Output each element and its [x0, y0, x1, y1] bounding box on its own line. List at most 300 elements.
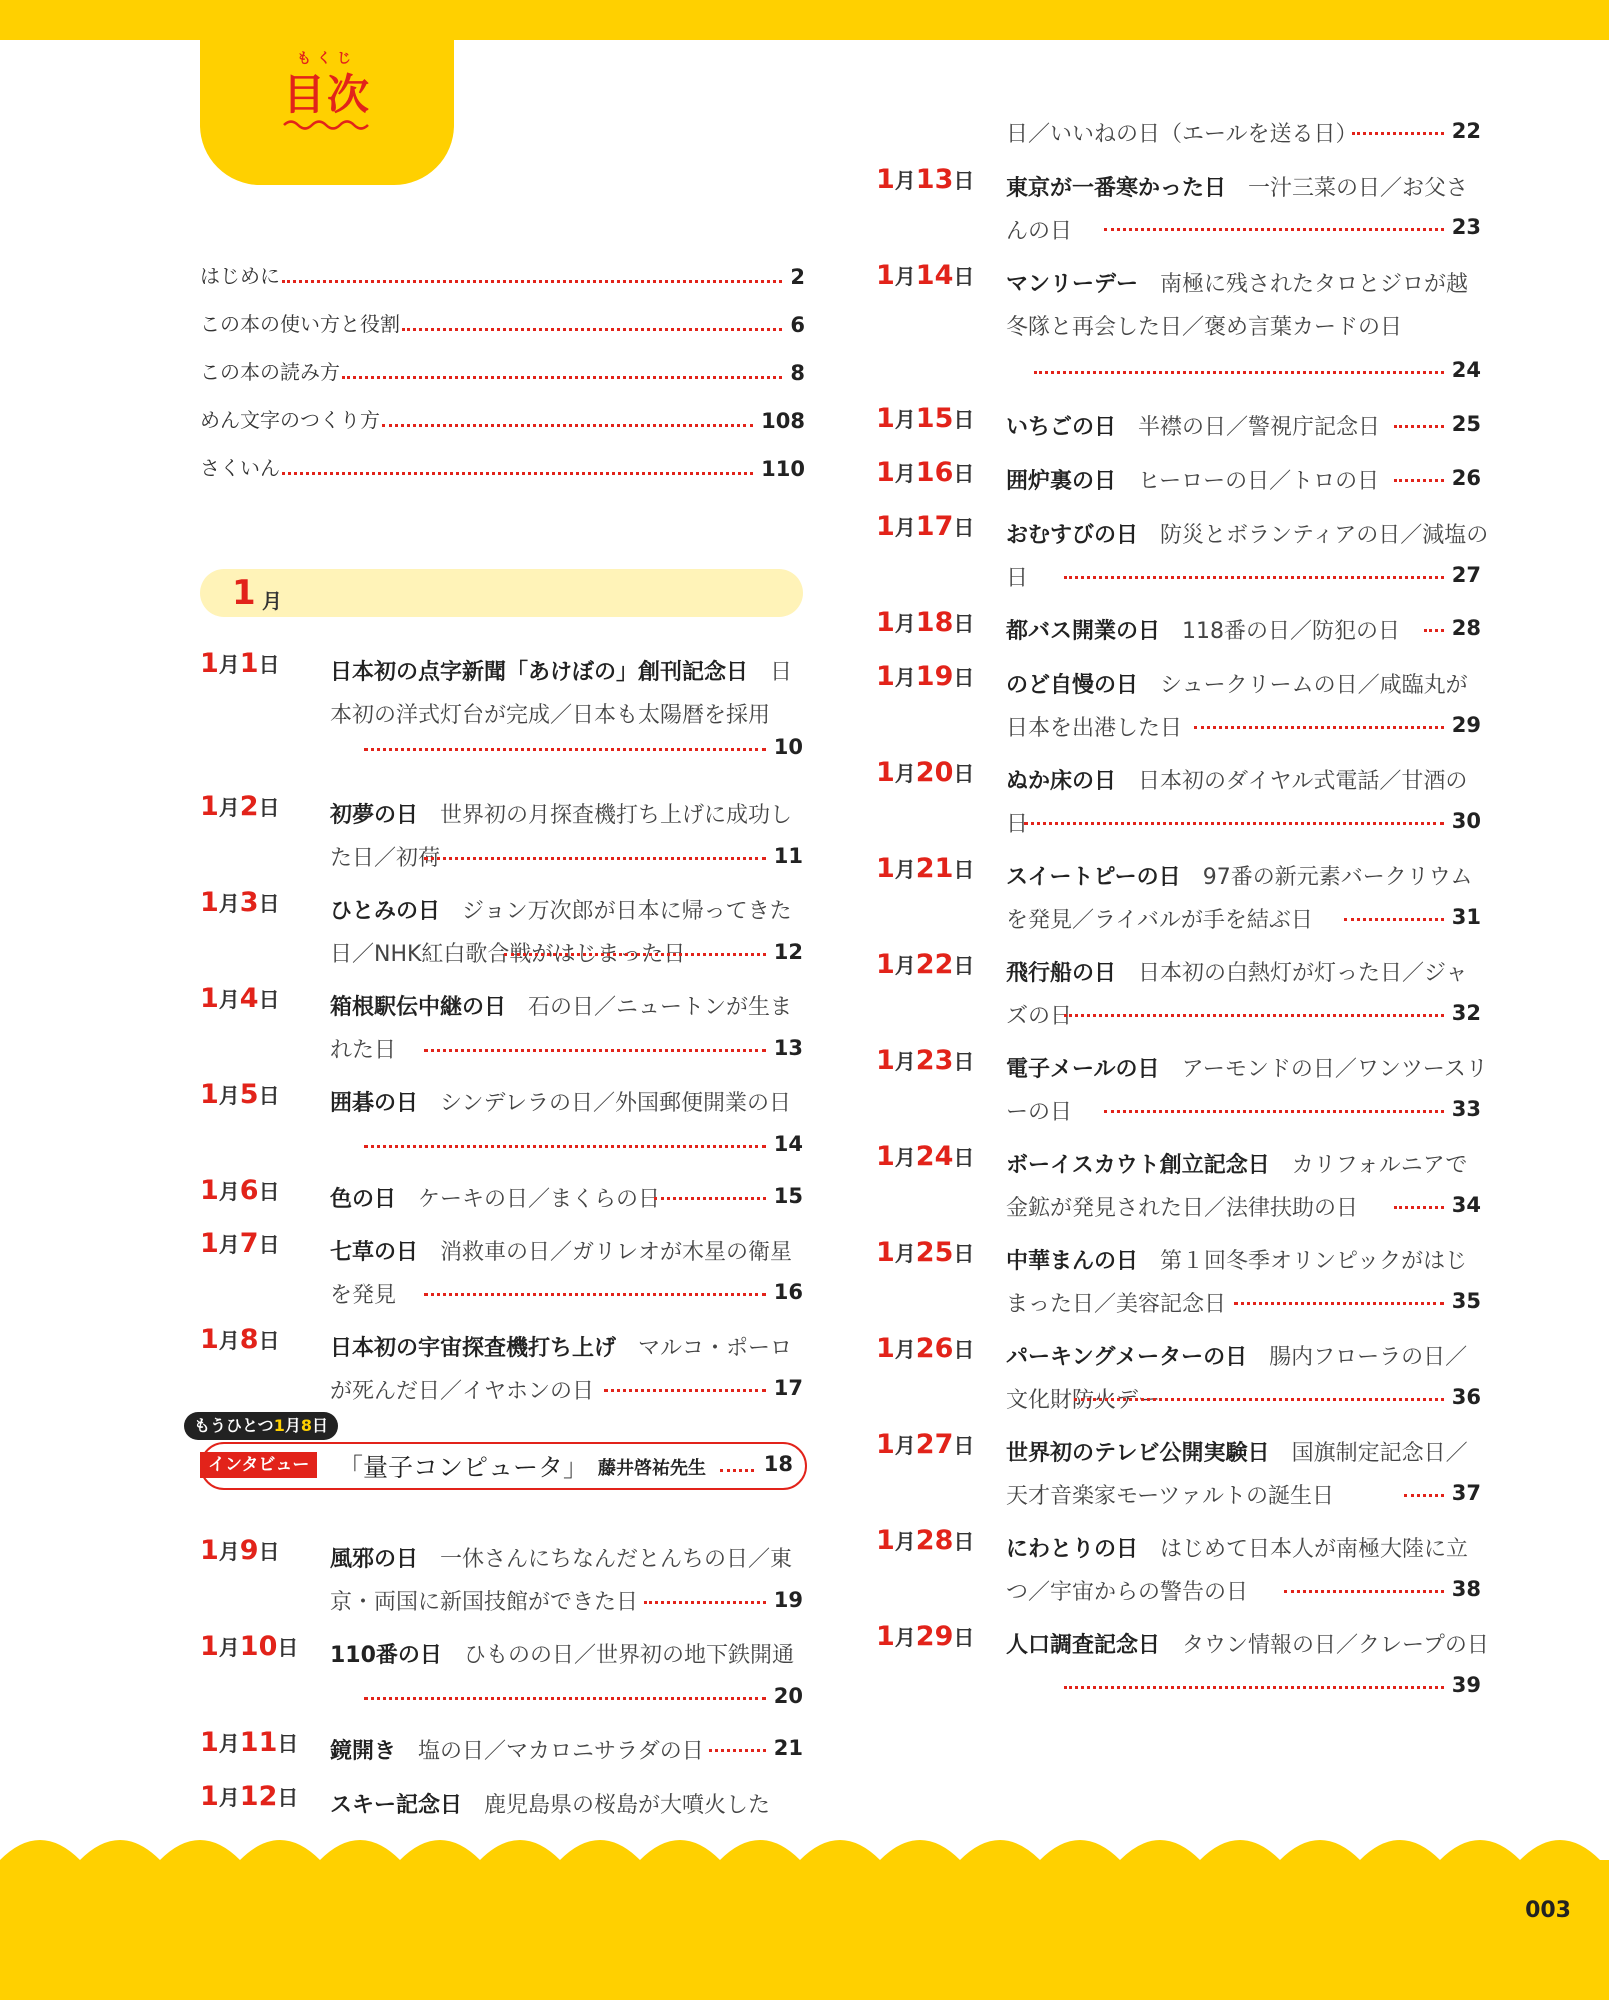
entry-description: 第１回冬季オリンピックがはじまった日／美容記念日: [1006, 1249, 1468, 1317]
date-day-unit: 日: [953, 1530, 975, 1554]
entry-text: [330, 1634, 803, 1677]
date-day: 4: [239, 983, 259, 1014]
entry-description: シュークリームの日／咸臨丸が日本を出港した日: [1006, 673, 1468, 741]
page-number: 33: [1451, 1097, 1481, 1121]
entry-date: [876, 511, 974, 542]
date-month: 1: [200, 648, 219, 679]
entry-date: [876, 853, 974, 884]
date-month: 1: [876, 260, 895, 291]
date-day: 10: [239, 1631, 278, 1662]
entry-description: 消救車の日／ガリレオが木星の衛星を発見: [330, 1240, 793, 1308]
dot-leader: [1234, 1302, 1444, 1305]
date-day-unit: 日: [953, 1434, 975, 1458]
date-day: 14: [915, 260, 954, 291]
date-month-unit: 月: [218, 653, 240, 677]
dot-leader: [1104, 1110, 1444, 1113]
dot-leader: [709, 1749, 766, 1752]
page-ref-row: [420, 1028, 803, 1060]
pill-month-unit: 月: [284, 1416, 301, 1435]
page-number: 26: [1451, 466, 1481, 490]
entry-date: [200, 1079, 280, 1110]
entry-description: ひものの日／世界初の地下鉄開通: [463, 1643, 794, 1668]
date-day: 15: [915, 403, 954, 434]
title-ruby: もくじ: [297, 51, 357, 67]
date-day: 1: [239, 648, 259, 679]
date-month: 1: [876, 607, 895, 638]
date-day-unit: 日: [953, 169, 975, 193]
entry-title: いちごの日: [1006, 415, 1117, 440]
date-month: 1: [200, 983, 219, 1014]
date-month-unit: 月: [218, 1180, 240, 1204]
entry-title: 囲碁の日: [330, 1091, 419, 1116]
entry-description: 国旗制定記念日／天才音楽家モーツァルトの誕生日: [1006, 1441, 1468, 1509]
entry-date: [876, 164, 974, 195]
dot-leader: [424, 1049, 766, 1052]
page-number: 15: [773, 1184, 803, 1208]
bottom-wave-border: [0, 1820, 1609, 1910]
month-header: [200, 569, 803, 617]
entry-description: カリフォルニアで金鉱が発見された日／法律扶助の日: [1006, 1153, 1468, 1221]
interview-author: 藤井啓祐先生: [598, 1458, 706, 1479]
date-month-unit: 月: [894, 1146, 916, 1170]
date-day: 9: [239, 1535, 259, 1566]
entry-date: [876, 1045, 974, 1076]
pill-prefix: もうひとつ: [194, 1416, 274, 1435]
date-day: 13: [915, 164, 954, 195]
entry-date: [200, 1535, 280, 1566]
dot-leader: [1344, 918, 1444, 921]
date-month: 1: [876, 757, 895, 788]
date-month-unit: 月: [894, 762, 916, 786]
date-day: 24: [915, 1141, 954, 1172]
dot-leader: [644, 1601, 766, 1604]
entry-date: [876, 1141, 974, 1172]
entry-description: 日本初の白熱灯が灯った日／ジャズの日: [1006, 961, 1468, 1029]
page-ref-row: [1420, 608, 1481, 640]
page-number: 10: [773, 735, 803, 759]
entry-date: [876, 457, 974, 488]
date-day: 27: [915, 1429, 954, 1460]
page-title: 目次: [282, 70, 371, 119]
date-month: 1: [876, 853, 895, 884]
date-month-unit: 月: [218, 1732, 240, 1756]
dot-leader: [1394, 425, 1444, 428]
date-month: 1: [876, 661, 895, 692]
date-month-unit: 月: [218, 988, 240, 1012]
date-month: 1: [200, 887, 219, 918]
dot-leader: [364, 748, 766, 751]
dot-leader: [1074, 1398, 1444, 1401]
page-ref-row: [1100, 1089, 1481, 1121]
entry-title: スイートピーの日: [1006, 865, 1181, 890]
page-ref-row: [600, 1368, 803, 1400]
page-number: 34: [1451, 1193, 1481, 1217]
page-number: 25: [1451, 412, 1481, 436]
date-month: 1: [200, 1781, 219, 1812]
entry-date: [876, 1621, 974, 1652]
entry-description: 118番の日／防犯の日: [1182, 619, 1401, 644]
date-day: 18: [915, 607, 954, 638]
entry-description: 塩の日／マカロニサラダの日: [418, 1739, 704, 1764]
month-number: 1: [232, 573, 256, 613]
entry-title: 人口調査記念日: [1006, 1633, 1161, 1658]
dot-leader: [424, 857, 766, 860]
intro-item[interactable]: [200, 355, 805, 385]
date-day: 12: [239, 1781, 278, 1812]
page-number: 36: [1451, 1385, 1481, 1409]
date-day-unit: 日: [953, 612, 975, 636]
date-month-unit: 月: [218, 796, 240, 820]
date-day-unit: 日: [258, 796, 280, 820]
entry-date: [200, 1228, 280, 1259]
date-day-unit: 日: [953, 954, 975, 978]
date-month: 1: [876, 1045, 895, 1076]
entry-date: [876, 1333, 974, 1364]
date-day-unit: 日: [953, 1050, 975, 1074]
date-day-unit: 日: [258, 653, 280, 677]
page-ref-row: [1390, 404, 1481, 436]
page-number: 14: [773, 1132, 803, 1156]
page-ref-row: [1340, 897, 1481, 929]
page-ref-row: [360, 727, 803, 759]
date-month: 1: [200, 1324, 219, 1355]
entry-description: 石の日／ニュートンが生まれた日: [330, 995, 793, 1063]
intro-item-label: はじめに: [200, 264, 280, 288]
page-ref-row: [650, 1176, 803, 1208]
entry-title: 中華まんの日: [1006, 1249, 1139, 1274]
page-ref-row: [1230, 1281, 1481, 1313]
page-number: 24: [1451, 358, 1481, 382]
date-month-unit: 月: [894, 858, 916, 882]
page-ref-row: [420, 1272, 803, 1304]
entry-date: [876, 403, 974, 434]
entry-description: 半襟の日／警視庁記念日: [1138, 415, 1381, 440]
date-month: 1: [876, 457, 895, 488]
date-day: 7: [239, 1228, 259, 1259]
page-number: 28: [1451, 616, 1481, 640]
date-month-unit: 月: [894, 666, 916, 690]
date-month-unit: 月: [894, 612, 916, 636]
date-day-unit: 日: [258, 892, 280, 916]
page-number: 35: [1451, 1289, 1481, 1313]
page-number: 39: [1451, 1673, 1481, 1697]
page-ref-row: [1060, 555, 1481, 587]
date-month-unit: 月: [894, 1626, 916, 1650]
entry-date: [876, 661, 974, 692]
entry-text: [330, 1082, 803, 1125]
entry-title: 色の日: [330, 1187, 397, 1212]
entry-title: 囲炉裏の日: [1006, 469, 1117, 494]
folio-page-number: 003: [1525, 1898, 1571, 1923]
page-number: 108: [761, 409, 805, 433]
dot-leader: [1064, 576, 1444, 579]
dot-leader: [364, 1145, 766, 1148]
date-month: 1: [876, 1525, 895, 1556]
page-ref-row: [1100, 207, 1481, 239]
entry-title: 七草の日: [330, 1240, 419, 1265]
date-day: 2: [239, 791, 259, 822]
date-month-unit: 月: [894, 516, 916, 540]
entry-title: マンリーデー: [1006, 272, 1139, 297]
dot-leader: [1024, 822, 1444, 825]
intro-item[interactable]: [200, 451, 805, 481]
page-number: 27: [1451, 563, 1481, 587]
entry-date: [200, 1781, 298, 1812]
date-day: 17: [915, 511, 954, 542]
date-day-unit: 日: [258, 1329, 280, 1353]
dot-leader: [1034, 371, 1444, 374]
entry-text: [1006, 610, 1489, 653]
date-day: 29: [915, 1621, 954, 1652]
page-ref-row: [640, 1580, 803, 1612]
interview-box: [200, 1442, 807, 1490]
date-month: 1: [876, 1333, 895, 1364]
page-number: 32: [1451, 1001, 1481, 1025]
date-day-unit: 日: [277, 1636, 299, 1660]
date-month: 1: [876, 164, 895, 195]
date-day-unit: 日: [953, 1626, 975, 1650]
entry-date: [200, 1324, 280, 1355]
entry-description: タウン情報の日／クレープの日: [1182, 1633, 1489, 1658]
intro-item[interactable]: [200, 259, 805, 289]
date-day-unit: 日: [258, 1084, 280, 1108]
date-day: 19: [915, 661, 954, 692]
date-day: 23: [915, 1045, 954, 1076]
entry-title: パーキングメーターの日: [1006, 1345, 1248, 1370]
date-month-unit: 月: [218, 1786, 240, 1810]
entry-description: 一汁三菜の日／お父さんの日: [1006, 176, 1469, 244]
date-day: 28: [915, 1525, 954, 1556]
dot-leader: [1284, 1590, 1444, 1593]
entry-date: [200, 791, 280, 822]
page-ref-row: [1020, 801, 1481, 833]
entry-description: 日本初の洋式灯台が完成／日本も太陽暦を採用: [330, 660, 793, 728]
date-day: 25: [915, 1237, 954, 1268]
entry-date: [876, 1525, 974, 1556]
page-number: 18: [763, 1452, 793, 1476]
page-number: 13: [773, 1036, 803, 1060]
dot-leader: [1064, 1014, 1444, 1017]
page-ref-row: [360, 1676, 803, 1708]
dot-leader: [382, 424, 753, 427]
date-month: 1: [200, 1079, 219, 1110]
dot-leader: [1404, 1494, 1444, 1497]
page-number: 37: [1451, 1481, 1481, 1505]
entry-title: ひとみの日: [330, 899, 441, 924]
date-month-unit: 月: [894, 462, 916, 486]
dot-leader: [1424, 629, 1444, 632]
entry-date: [876, 1237, 974, 1268]
dot-leader: [342, 376, 782, 379]
entry-title: 鏡開き: [330, 1739, 397, 1764]
entry-date: [200, 1631, 298, 1662]
date-month: 1: [876, 1429, 895, 1460]
entry-description: アーモンドの日／ワンツースリーの日: [1006, 1057, 1488, 1125]
page-ref-row: [1348, 111, 1481, 143]
entry-title: 都バス開業の日: [1006, 619, 1161, 644]
entry-text: [330, 651, 803, 737]
entry-date: [876, 949, 974, 980]
page-number: 22: [1451, 119, 1481, 143]
title-tab: [200, 0, 454, 185]
date-day-unit: 日: [258, 1180, 280, 1204]
page-ref-row: [1280, 1569, 1481, 1601]
entry-title: にわとりの日: [1006, 1537, 1139, 1562]
date-month-unit: 月: [894, 265, 916, 289]
entry-date: [876, 260, 974, 291]
date-month-unit: 月: [218, 892, 240, 916]
entry-title: 東京が一番寒かった日: [1006, 176, 1227, 201]
intro-item[interactable]: [200, 403, 805, 433]
date-month-unit: 月: [894, 169, 916, 193]
dot-leader: [504, 953, 766, 956]
dot-leader: [1394, 479, 1444, 482]
interview-entry[interactable]: [194, 1412, 805, 1482]
pill-month: 1: [273, 1416, 285, 1435]
dot-leader: [282, 472, 753, 475]
entry-description: はじめて日本人が南極大陸に立つ／宇宙からの警告の日: [1006, 1537, 1469, 1605]
entry-text: [330, 1784, 803, 1827]
dot-leader: [364, 1697, 766, 1700]
date-month-unit: 月: [894, 954, 916, 978]
date-month-unit: 月: [218, 1329, 240, 1353]
page-number: 16: [773, 1280, 803, 1304]
date-day: 8: [239, 1324, 259, 1355]
intro-item[interactable]: [200, 307, 805, 337]
date-day: 16: [915, 457, 954, 488]
page-ref-row: [1060, 993, 1481, 1025]
date-month: 1: [876, 1237, 895, 1268]
date-day: 3: [239, 887, 259, 918]
entry-description: 腸内フローラの日／文化財防火デー: [1006, 1345, 1468, 1413]
date-day-unit: 日: [953, 858, 975, 882]
pill-day-unit: 日: [311, 1416, 328, 1435]
intro-item-label: めん文字のつくり方: [200, 408, 380, 432]
date-day-unit: 日: [258, 988, 280, 1012]
date-day-unit: 日: [277, 1732, 299, 1756]
another-jan8-pill: [184, 1412, 338, 1440]
entry-description: ジョン万次郎が日本に帰ってきた日／NHK紅白歌合戦がはじまった日: [330, 899, 792, 967]
entry-date: [876, 607, 974, 638]
page-number: 20: [773, 1684, 803, 1708]
date-day: 6: [239, 1175, 259, 1206]
page-number: 110: [761, 457, 805, 481]
page-number: 30: [1451, 809, 1481, 833]
intro-item-label: この本の使い方と役割: [200, 312, 400, 336]
date-month: 1: [200, 1228, 219, 1259]
page-ref-row: [705, 1728, 803, 1760]
dot-leader: [1194, 726, 1444, 729]
dot-leader: [654, 1197, 766, 1200]
entry-text: [1006, 1624, 1489, 1667]
entry-title: スキー記念日: [330, 1793, 463, 1818]
page-number: 19: [773, 1588, 803, 1612]
page-ref-row: [500, 932, 803, 964]
interview-title: 「量子コンピュータ」: [338, 1453, 589, 1482]
entry-date: [200, 1727, 298, 1758]
dot-leader: [720, 1469, 754, 1472]
entry-description: 97番の新元素バークリウムを発見／ライバルが手を結ぶ日: [1006, 865, 1473, 933]
page-number: 17: [773, 1376, 803, 1400]
date-day: 21: [915, 853, 954, 884]
entry-title: 箱根駅伝中継の日: [330, 995, 507, 1020]
date-day: 22: [915, 949, 954, 980]
date-day-unit: 日: [953, 1242, 975, 1266]
dot-leader: [282, 280, 782, 283]
date-day-unit: 日: [953, 762, 975, 786]
entry-title: のど自慢の日: [1006, 673, 1139, 698]
date-month-unit: 月: [218, 1540, 240, 1564]
entry-description: 防災とボランティアの日／減塩の日: [1006, 523, 1489, 591]
date-month: 1: [200, 1535, 219, 1566]
date-day-unit: 日: [258, 1233, 280, 1257]
intro-item-label: さくいん: [200, 456, 280, 480]
entry-date: [876, 757, 974, 788]
date-day: 26: [915, 1333, 954, 1364]
page-number: 8: [790, 361, 805, 385]
date-day: 5: [239, 1079, 259, 1110]
date-day-unit: 日: [953, 408, 975, 432]
date-month-unit: 月: [218, 1084, 240, 1108]
date-month-unit: 月: [218, 1233, 240, 1257]
entry-description: マルコ・ポーロが死んだ日／イヤホンの日: [330, 1336, 793, 1404]
page-number: 38: [1451, 1577, 1481, 1601]
page-number: 2: [790, 265, 805, 289]
date-day: 20: [915, 757, 954, 788]
intro-item-label: この本の読み方: [200, 360, 340, 384]
page-ref-row: [1190, 705, 1481, 737]
entry-title: 世界初のテレビ公開実験日: [1006, 1441, 1270, 1466]
date-month: 1: [200, 1631, 219, 1662]
date-month-unit: 月: [894, 408, 916, 432]
entry-title: ボーイスカウト創立記念日: [1006, 1153, 1270, 1178]
month-unit: 月: [262, 589, 282, 613]
entry-title: 110番の日: [330, 1643, 442, 1668]
date-month: 1: [876, 1141, 895, 1172]
page-ref-row: [1390, 1185, 1481, 1217]
entry-date: [876, 1429, 974, 1460]
page-number: 29: [1451, 713, 1481, 737]
page-ref-row: [1060, 1665, 1481, 1697]
page-ref-row: [420, 836, 803, 868]
page-ref-row: [1390, 458, 1481, 490]
dot-leader: [1352, 132, 1444, 135]
entry-description: 南極に残されたタロとジロが越冬隊と再会した日／褒め言葉カードの日: [1006, 272, 1469, 340]
entry-date: [200, 887, 280, 918]
entry-title: 初夢の日: [330, 803, 419, 828]
date-month: 1: [200, 791, 219, 822]
date-month: 1: [876, 1621, 895, 1652]
page-ref-row: [1400, 1473, 1481, 1505]
page-number: 23: [1451, 215, 1481, 239]
page-number: 21: [773, 1736, 803, 1760]
page-number: 31: [1451, 905, 1481, 929]
entry-description: 日本初のダイヤル式電話／甘酒の日: [1006, 769, 1468, 837]
entry-description: ケーキの日／まくらの日: [418, 1187, 661, 1212]
date-day-unit: 日: [953, 462, 975, 486]
title-underline-wave: [282, 118, 372, 132]
date-month: 1: [200, 1175, 219, 1206]
date-day-unit: 日: [953, 666, 975, 690]
date-day: 11: [239, 1727, 278, 1758]
entry-title: 日本初の点字新聞「あけぼの」創刊記念日: [330, 660, 749, 685]
date-day-unit: 日: [953, 265, 975, 289]
date-month: 1: [200, 1727, 219, 1758]
entry-date: [200, 648, 280, 679]
entry-description: ヒーローの日／トロの日: [1138, 469, 1380, 494]
date-day-unit: 日: [277, 1786, 299, 1810]
entry-description: シンデレラの日／外国郵便開業の日: [440, 1091, 792, 1116]
